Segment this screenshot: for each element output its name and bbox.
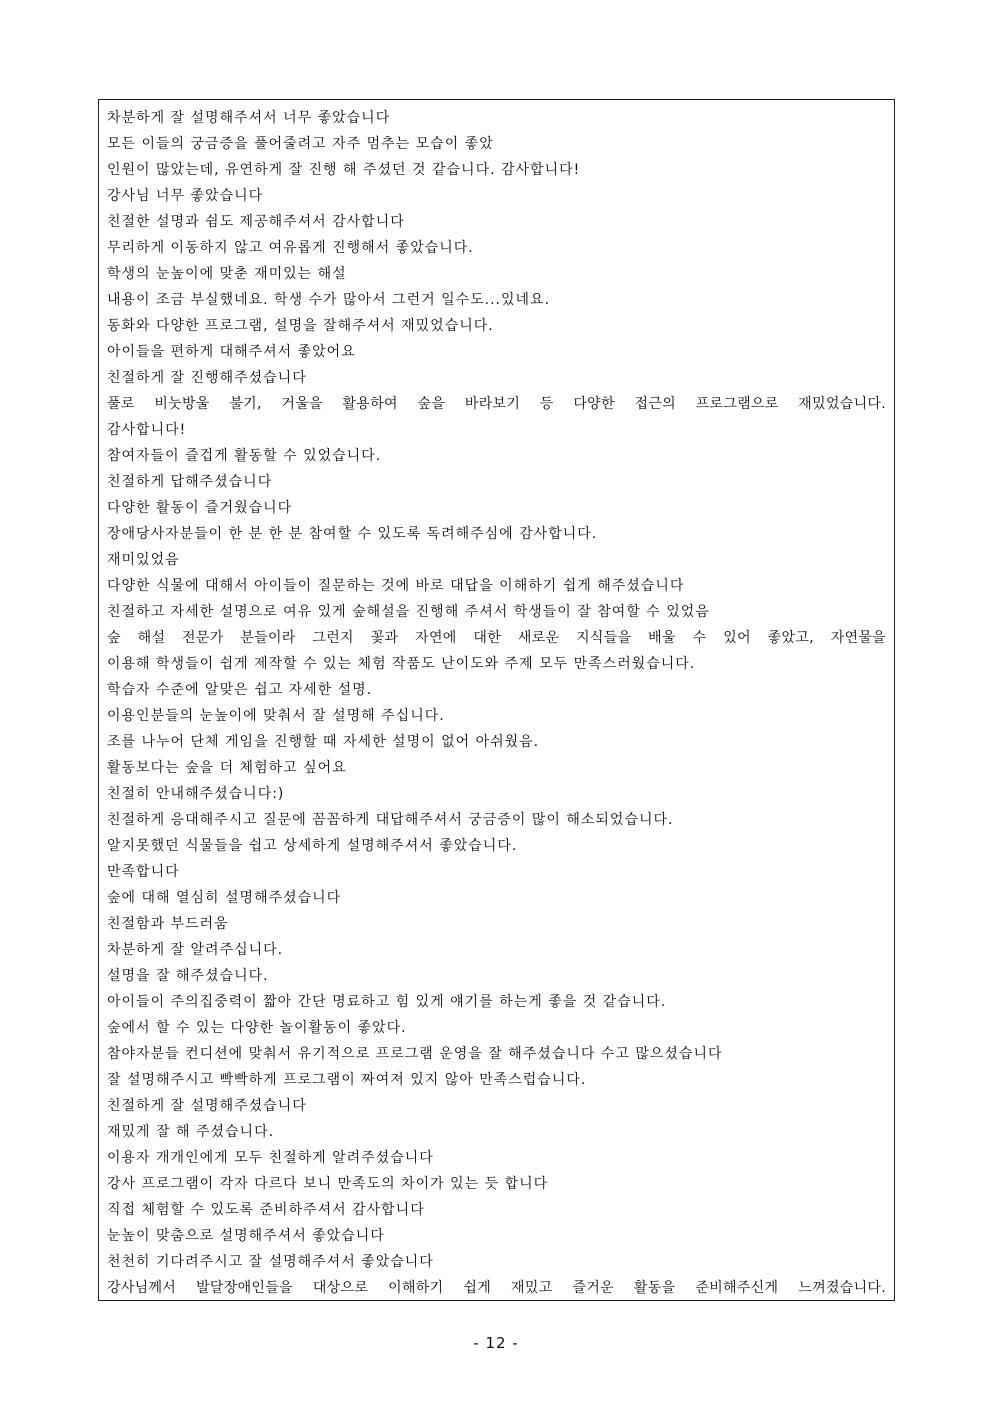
feedback-line: 참여자들이 즐겁게 활동할 수 있었습니다. (107, 448, 382, 464)
feedback-line: 활동보다는 숲을 더 체험하고 싶어요 (107, 760, 347, 776)
feedback-line: 감사합니다! (107, 422, 187, 438)
feedback-line: 만족합니다 (107, 864, 180, 880)
feedback-line: 숲에서 할 수 있는 다양한 놀이활동이 좋았다. (107, 1020, 407, 1036)
feedback-line: 인원이 많았는데, 유연하게 잘 진행 해 주셨던 것 같습니다. 감사합니다! (107, 162, 581, 178)
page-number: - 12 - (473, 1334, 519, 1352)
feedback-line: 조를 나누어 단체 게임을 진행할 때 자세한 설명이 없어 아쉬웠음. (107, 734, 540, 750)
feedback-line: 친절히 안내해주셨습니다:) (107, 786, 285, 802)
feedback-line: 아이들을 편하게 대해주셔서 좋았어요 (107, 344, 356, 360)
feedback-line: 강사님 너무 좋았습니다 (107, 188, 264, 204)
feedback-line: 다양한 활동이 즐거웠습니다 (107, 500, 293, 516)
feedback-line: 이용해 학생들이 쉽게 제작할 수 있는 체험 작품도 난이도와 주제 모두 만족스러웠습니다. (107, 656, 696, 672)
feedback-line: 설명을 잘 해주셨습니다. (107, 968, 269, 984)
feedback-line: 차분하게 잘 설명해주셔서 너무 좋았습니다 (107, 110, 391, 126)
feedback-line: 숲에 대해 열심히 설명해주셨습니다 (107, 890, 342, 906)
feedback-line: 친절함과 부드러움 (107, 916, 229, 932)
feedback-line: 참야자분들 컨디션에 맞춰서 유기적으로 프로그램 운영을 잘 해주셨습니다 수고 많으셨습니다 (107, 1046, 723, 1062)
feedback-line: 모든 이들의 궁금증을 풀어줄려고 자주 멈추는 모습이 좋았 (107, 136, 494, 152)
feedback-line: 친절하고 자세한 설명으로 여유 있게 숲해설을 진행해 주셔서 학생들이 잘 참여할 수 있었음 (107, 604, 710, 620)
feedback-line: 알지못했던 식물들을 쉽고 상세하게 설명해주셔서 좋았습니다. (107, 838, 518, 854)
feedback-line: 재밌게 잘 해 주셨습니다. (107, 1124, 275, 1140)
feedback-line: 무리하게 이동하지 않고 여유롭게 진행해서 좋았습니다. (107, 240, 474, 256)
feedback-line: 재미있었음 (107, 552, 180, 568)
feedback-line: 친절한 설명과 쉼도 제공해주셔서 감사합니다 (107, 214, 405, 230)
feedback-line: 장애당사자분들이 한 분 한 분 참여할 수 있도록 독려해주심에 감사합니다. (107, 526, 598, 542)
feedback-line: 학습자 수준에 알맞은 쉽고 자세한 설명. (107, 682, 373, 698)
feedback-line: 풀로 비눗방울 불기, 거울을 활용하여 숲을 바라보기 등 다양한 접근의 프로그램으로 재밌었습니다. (107, 396, 886, 412)
feedback-line: 친절하게 답해주셨습니다 (107, 474, 273, 490)
feedback-line: 친절하게 잘 설명해주셨습니다 (107, 1098, 307, 1114)
feedback-line: 강사님께서 발달장애인들을 대상으로 이해하기 쉽게 재밌고 즐거운 활동을 준비해주신게 느껴졌습니다. (107, 1280, 886, 1296)
feedback-line: 이용자 개개인에게 모두 친절하게 알려주셨습니다 (107, 1150, 434, 1166)
feedback-line: 학생의 눈높이에 맞춘 재미있는 해설 (107, 266, 347, 282)
feedback-line: 잘 설명해주시고 빡빡하게 프로그램이 짜여져 있지 않아 만족스럽습니다. (107, 1072, 587, 1088)
feedback-line: 친절하게 잘 진행해주셨습니다 (107, 370, 307, 386)
feedback-line: 강사 프로그램이 각자 다르다 보니 만족도의 차이가 있는 듯 합니다 (107, 1176, 549, 1192)
feedback-box (98, 99, 895, 1301)
feedback-line: 직접 체험할 수 있도록 준비하주셔서 감사합니다 (107, 1202, 425, 1218)
feedback-line: 천천히 기다려주시고 잘 설명해주셔서 좋았습니다 (107, 1254, 434, 1270)
feedback-line: 친절하게 응대해주시고 질문에 꼼꼼하게 대답해주셔서 궁금증이 많이 해소되었습니다. (107, 812, 674, 828)
feedback-line: 차분하게 잘 알려주십니다. (107, 942, 284, 958)
feedback-line: 다양한 식물에 대해서 아이들이 질문하는 것에 바로 대답을 이해하기 쉽게 해주셨습니다 (107, 578, 685, 594)
feedback-line: 숲 해설 전문가 분들이라 그런지 꽃과 자연에 대한 새로운 지식들을 배울 수 있어 좋았고, 자연물을 (107, 630, 886, 646)
feedback-line: 동화와 다양한 프로그램, 설명을 잘해주셔서 재밌었습니다. (107, 318, 494, 334)
feedback-line: 이용인분들의 눈높이에 맞춰서 잘 설명해 주십니다. (107, 708, 445, 724)
feedback-line: 아이들이 주의집중력이 짧아 간단 명료하고 힘 있게 얘기를 하는게 좋을 것 같습니다. (107, 994, 667, 1010)
feedback-line: 눈높이 맞춤으로 설명해주셔서 좋았습니다 (107, 1228, 385, 1244)
feedback-line: 내용이 조금 부실했네요. 학생 수가 많아서 그런거 일수도...있네요. (107, 292, 551, 308)
